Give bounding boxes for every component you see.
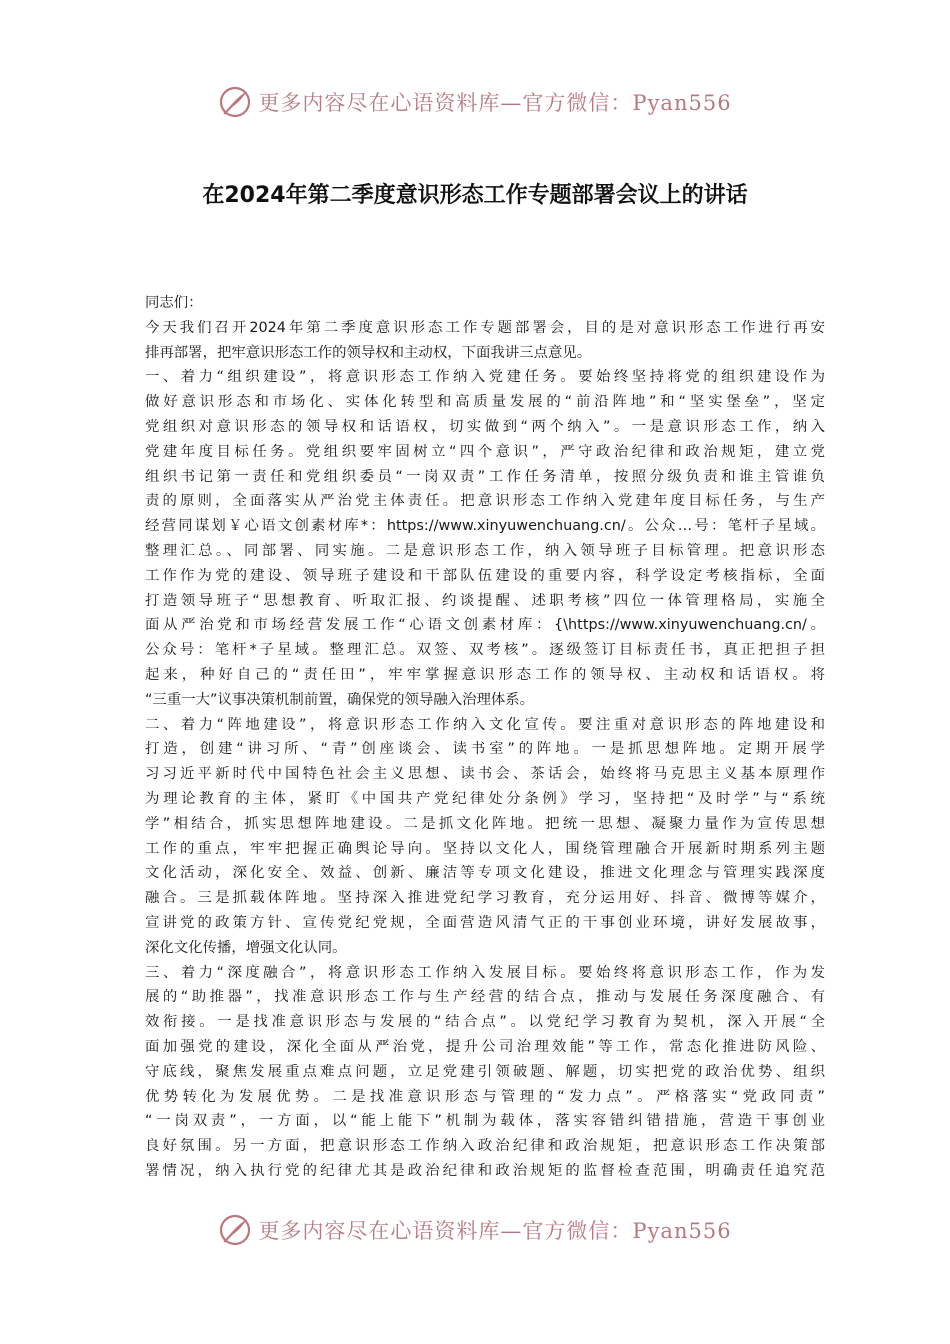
- text-line: 学”相结合，抓实思想阵地建设。二是抓文化阵地。把统一思想、凝聚力量作为宣传思想: [145, 815, 825, 832]
- text-line: 融合。三是抓载体阵地。坚持深入推进党纪学习教育，充分运用好、抖音、微博等媒介，: [145, 890, 825, 907]
- text-line: 公众号：笔杆*子星域。整理汇总。双签、双考核”。逐级签订目标责任书，真正把担子担: [145, 642, 825, 659]
- text-line: 打造，创建“讲习所、“青”创座谈会、读书室”的阵地。一是抓思想阵地。定期开展学: [145, 741, 825, 758]
- text-line: 面加强党的建设，深化全面从严治党，提升公司治理效能”等工作，常态化推进防风险、: [145, 1038, 825, 1055]
- text-line: “三重一大”议事决策机制前置，确保党的领导融入治理体系。: [145, 691, 535, 708]
- text-line: 今天我们召开2024年第二季度意识形态工作专题部署会，目的是对意识形态工作进行再安: [145, 319, 825, 336]
- text-line: 展的“助推器”，找准意识形态工作与生产经营的结合点，推动与发展任务深度融合、有: [145, 989, 825, 1006]
- document-title: 在2024年第二季度意识形态工作专题部署会议上的讲话: [202, 183, 748, 208]
- text-line: “一岗双责”，一方面，以“能上能下”机制为载体，落实容错纠错措施，营造干事创业: [145, 1113, 825, 1130]
- text-line: 宣讲党的政策方针、宣传党纪党规，全面营造风清气正的干事创业环境，讲好发展故事，: [145, 914, 825, 931]
- text-line: 深化文化传播，增强文化认同。: [145, 939, 347, 956]
- text-line: 责的原则，全面落实从严治党主体责任。把意识形态工作纳入党建年度目标任务，与生产: [145, 493, 825, 510]
- text-line: 组织书记第一责任和党组织委员“一岗双责”工作任务清单，按照分级负责和谁主管谁负: [145, 468, 825, 485]
- text-line: 文化活动，深化安全、效益、创新、廉洁等专项文化建设，推进文化理念与管理实践深度: [145, 865, 825, 882]
- watermark-text: 更多内容尽在心语资料库—官方微信：Pyan556: [258, 91, 732, 115]
- text-line: 三、着力“深度融合”，将意识形态工作纳入发展目标。要始终将意识形态工作，作为发: [145, 964, 825, 981]
- text-line: 党建年度目标任务。党组织要牢固树立“四个意识”，严守政治纪律和政治规矩，建立党: [145, 443, 825, 460]
- header-watermark-banner: [0, 80, 950, 124]
- text-line: 同志们：: [145, 295, 203, 311]
- text-line: 起来，种好自己的“责任田”，牢牢掌握意识形态工作的领导权、主动权和话语权。将: [145, 666, 825, 683]
- document-body: [145, 291, 825, 1184]
- text-line: 做好意识形态和市场化、实体化转型和高质量发展的“前沿阵地”和“坚实堡垒”，坚定: [145, 394, 825, 411]
- feather-circle-logo-icon: [218, 1213, 252, 1247]
- text-line: 优势转化为发展优势。二是找准意识形态与管理的“发力点”。严格落实“党政同责”: [145, 1088, 825, 1105]
- text-line: 经营同谋划￥心语文创素材库*：https://www.xinyuwenchuang.cn/。公众…号：笔杆子星域。: [145, 518, 825, 535]
- text-line: 党组织对意识形态的领导权和话语权，切实做到“两个纳入”。一是意识形态工作，纳入: [145, 418, 825, 435]
- feather-circle-logo-icon: [218, 85, 252, 119]
- text-line: 二、着力“阵地建设”，将意识形态工作纳入文化宣传。要注重对意识形态的阵地建设和: [145, 716, 825, 733]
- text-line: 守底线，聚焦发展重点难点问题，立足党建引领破题、解题，切实把党的政治优势、组织: [145, 1063, 825, 1080]
- text-line: 署情况，纳入执行党的纪律尤其是政治纪律和政治规矩的监督检查范围，明确责任追究范: [145, 1162, 825, 1179]
- text-line: 一、着力“组织建设”，将意识形态工作纳入党建任务。要始终坚持将党的组织建设作为: [145, 369, 825, 386]
- text-line: 良好氛围。另一方面，把意识形态工作纳入政治纪律和政治规矩，把意识形态工作决策部: [145, 1138, 825, 1155]
- watermark-text: 更多内容尽在心语资料库—官方微信：Pyan556: [258, 1219, 732, 1243]
- text-line: 工作的重点，牢牢把握正确舆论导向。坚持以文化人，围绕管理融合开展新时期系列主题: [145, 840, 825, 857]
- text-line: 工作作为党的建设、领导班子建设和干部队伍建设的重要内容，科学设定考核指标，全面: [145, 567, 825, 584]
- text-line: 打造领导班子“思想教育、听取汇报、约谈提醒、述职考核”四位一体管理格局，实施全: [145, 592, 825, 609]
- text-line: 整理汇总。、同部署、同实施。二是意识形态工作，纳入领导班子目标管理。把意识形态: [145, 542, 825, 559]
- text-line: 效衔接。一是找准意识形态与发展的“结合点”。以党纪学习教育为契机，深入开展“全: [145, 1014, 825, 1031]
- text-line: 排再部署，把牢意识形态工作的领导权和主动权，下面我讲三点意见。: [145, 344, 592, 361]
- footer-watermark-banner: [0, 1208, 950, 1252]
- text-line: 为理论教育的主体，紧盯《中国共产党纪律处分条例》学习，坚持把“及时学”与“系统: [145, 790, 825, 807]
- text-line: 面从严治党和市场经营发展工作“心语文创素材库：{\https://www.xinyuwenchuang.cn/。: [145, 617, 825, 634]
- text-line: 习习近平新时代中国特色社会主义思想、读书会、茶话会，始终将马克思主义基本原理作: [145, 766, 825, 783]
